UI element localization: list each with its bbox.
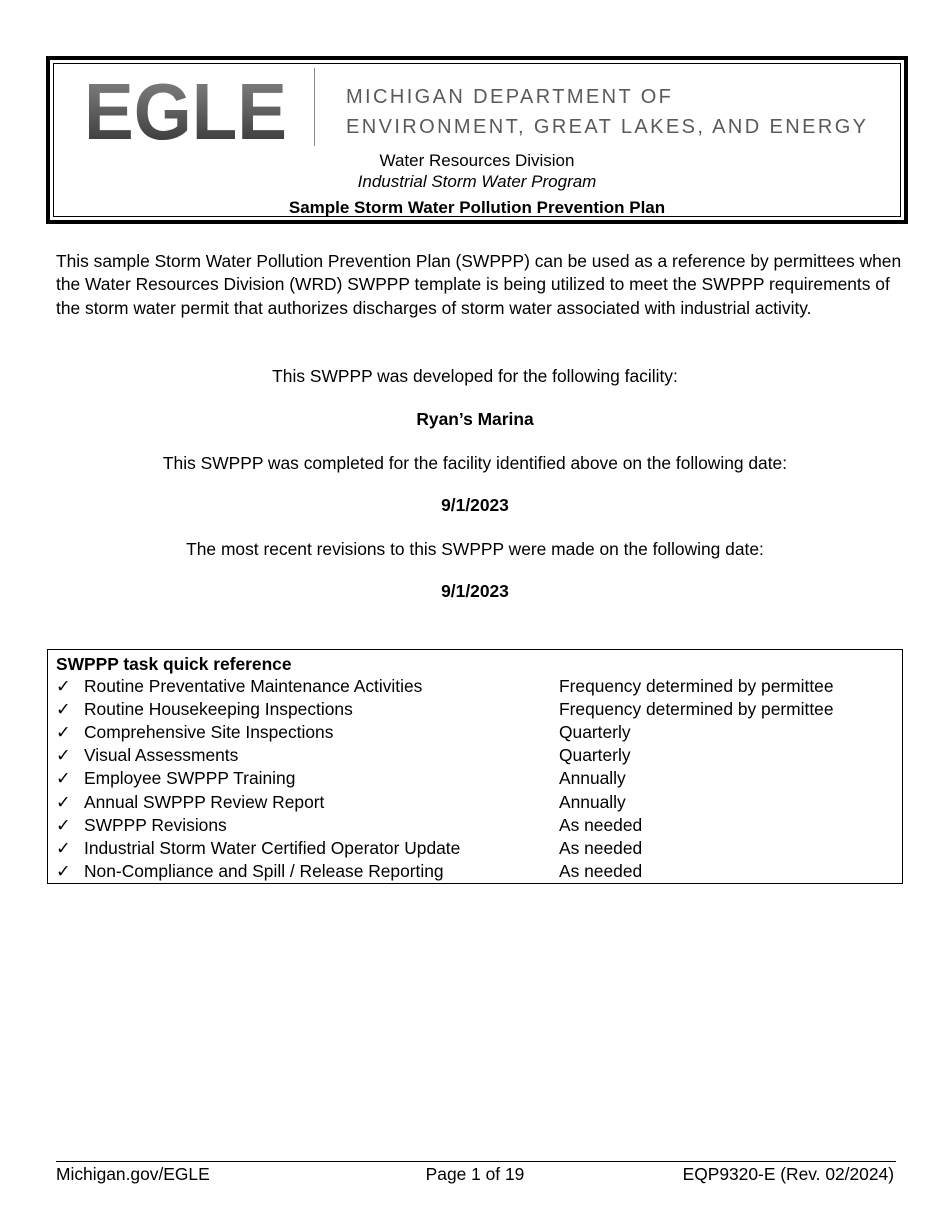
quick-reference-row <box>48 767 902 790</box>
quick-reference-row <box>48 698 902 721</box>
quick-reference-row <box>48 860 902 883</box>
document-header <box>46 56 908 224</box>
division-name: Water Resources Division <box>379 151 575 170</box>
task-frequency: Quarterly <box>559 722 631 743</box>
checkmark-icon: ✓ <box>56 837 71 858</box>
checkmark-icon: ✓ <box>56 699 71 720</box>
footer-page-number: Page 1 of 19 <box>425 1164 525 1184</box>
facility-name: Ryan’s Marina <box>416 409 534 429</box>
task-name: Visual Assessments <box>84 745 239 766</box>
agency-name <box>346 82 868 142</box>
revised-label: The most recent revisions to this SWPPP were made on the following date: <box>186 539 764 559</box>
intro-paragraph: This sample Storm Water Pollution Prevention Plan (SWPPP) can be used as a reference by permittees when the Water Resources Division (WRD) SWPPP template is being utilized to meet the SWPPP requirements of the storm water permit that authorizes discharges of storm water associated with industrial activity. <box>56 251 902 318</box>
checkmark-icon: ✓ <box>56 745 71 766</box>
checkmark-icon: ✓ <box>56 768 71 789</box>
egle-logo <box>84 78 289 142</box>
completed-label: This SWPPP was completed for the facility identified above on the following date: <box>162 453 788 473</box>
checkmark-icon: ✓ <box>56 814 71 835</box>
task-frequency: As needed <box>559 837 643 858</box>
task-name: Routine Preventative Maintenance Activities <box>84 676 423 696</box>
revised-date: 9/1/2023 <box>441 581 509 601</box>
checkmark-icon: ✓ <box>56 676 71 696</box>
footer-website: Michigan.gov/EGLE <box>56 1164 210 1184</box>
facility-label: This SWPPP was developed for the following facility: <box>272 366 678 386</box>
task-name: Employee SWPPP Training <box>84 768 296 789</box>
quick-reference-row <box>48 721 902 744</box>
quick-reference-row <box>48 791 902 814</box>
task-frequency: Annually <box>559 791 626 812</box>
quick-reference-row <box>48 837 902 860</box>
document-title: Sample Storm Water Pollution Prevention Plan <box>288 198 666 217</box>
quick-reference-row <box>48 744 902 767</box>
agency-line-1: MICHIGAN DEPARTMENT OF <box>346 86 674 108</box>
completed-date: 9/1/2023 <box>441 495 509 515</box>
task-name: Non-Compliance and Spill / Release Reporting <box>84 860 444 881</box>
checkmark-icon: ✓ <box>56 860 71 881</box>
quick-reference-row <box>48 675 902 698</box>
task-frequency: As needed <box>559 860 643 881</box>
quick-reference-box <box>47 649 903 884</box>
task-name: Industrial Storm Water Certified Operator Update <box>84 837 461 858</box>
task-frequency: Frequency determined by permittee <box>559 699 834 720</box>
footer-form-id: EQP9320-E (Rev. 02/2024) <box>682 1164 894 1184</box>
checkmark-icon: ✓ <box>56 791 71 812</box>
footer-divider <box>56 1161 896 1162</box>
checkmark-icon: ✓ <box>56 722 71 743</box>
task-name: SWPPP Revisions <box>84 814 227 835</box>
agency-line-2: ENVIRONMENT, GREAT LAKES, AND ENERGY <box>346 116 869 138</box>
task-name: Comprehensive Site Inspections <box>84 722 334 743</box>
egle-logo-text: EGLE <box>84 78 287 142</box>
task-name: Routine Housekeeping Inspections <box>84 699 353 720</box>
program-name: Industrial Storm Water Program <box>357 172 597 191</box>
task-frequency: As needed <box>559 814 643 835</box>
quick-reference-title: SWPPP task quick reference <box>56 654 292 674</box>
task-frequency: Annually <box>559 768 626 789</box>
task-frequency: Frequency determined by permittee <box>559 676 834 696</box>
header-inner-frame <box>53 63 901 217</box>
quick-reference-row <box>48 814 902 837</box>
logo-divider <box>314 68 315 146</box>
task-name: Annual SWPPP Review Report <box>84 791 325 812</box>
task-frequency: Quarterly <box>559 745 631 766</box>
